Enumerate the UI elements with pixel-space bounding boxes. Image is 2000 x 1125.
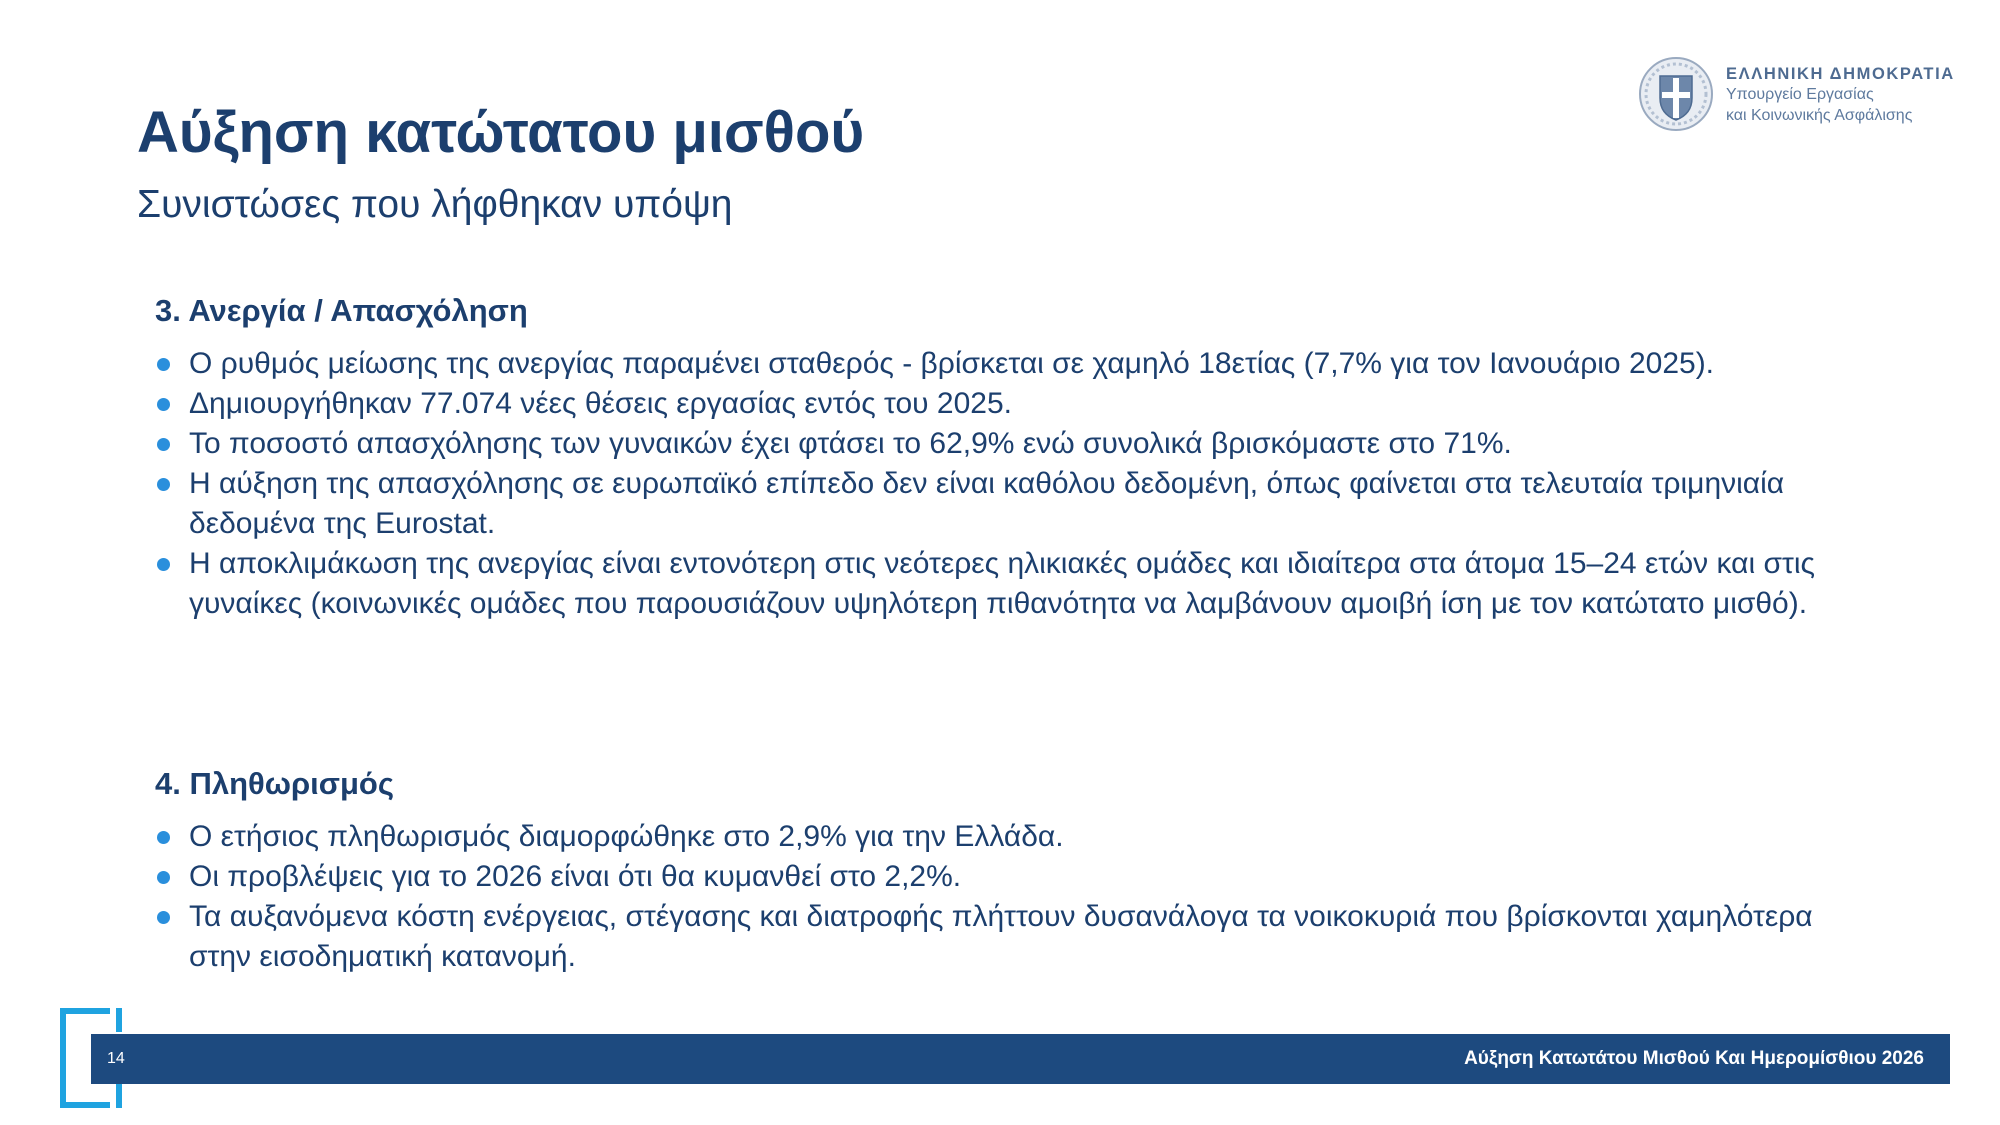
- slide-title: Αύξηση κατώτατου μισθού: [137, 100, 865, 165]
- list-item: [155, 464, 1835, 544]
- bullet-dot-icon: [157, 558, 170, 571]
- list-item-text: Ο ρυθμός μείωσης της ανεργίας παραμένει σταθερός - βρίσκεται σε χαμηλό 18ετίας (7,7% για τον Ιανουάριο 2025).: [189, 347, 1715, 380]
- list-item-text: Τα αυξανόμενα κόστη ενέργειας, στέγασης και διατροφής πλήττουν δυσανάλογα τα νοικοκυριά που βρίσκονται χαμηλότερα στην εισοδηματική κατανομή.: [189, 900, 1813, 973]
- bullet-dot-icon: [157, 438, 170, 451]
- greek-coat-of-arms-icon: [1638, 56, 1714, 132]
- page-number: 14: [107, 1050, 125, 1067]
- bullet-dot-icon: [157, 871, 170, 884]
- logo-republic-name: ΕΛΛΗΝΙΚΗ ΔΗΜΟΚΡΑΤΙΑ: [1726, 65, 1955, 83]
- bullet-dot-icon: [157, 478, 170, 491]
- bullet-list: [155, 344, 1835, 624]
- list-item-text: Η αποκλιμάκωση της ανεργίας είναι εντονότερη στις νεότερες ηλικιακές ομάδες και ιδιαίτερα στα άτομα 15–24 ετών και στις γυναίκες (κοινωνικές ομάδες που παρουσιάζουν υψηλότερη πιθανότητα να λαμβάνουν αμοιβή ίση με τον κατώτατο μισθό).: [189, 547, 1815, 620]
- list-item-text: Δημιουργήθηκαν 77.074 νέες θέσεις εργασίας εντός του 2025.: [189, 387, 1012, 420]
- bullet-list: [155, 817, 1835, 977]
- section-heading: 4. Πληθωρισμός: [155, 766, 394, 801]
- section-heading: 3. Ανεργία / Απασχόληση: [155, 293, 528, 328]
- list-item: [155, 344, 1835, 384]
- list-item: [155, 544, 1835, 624]
- decorative-bracket-cap: [116, 1084, 122, 1108]
- list-item: [155, 424, 1835, 464]
- bullet-dot-icon: [157, 358, 170, 371]
- bullet-dot-icon: [157, 911, 170, 924]
- logo-ministry-line2: και Κοινωνικής Ασφάλισης: [1726, 107, 1913, 124]
- bullet-dot-icon: [157, 831, 170, 844]
- list-item: [155, 384, 1835, 424]
- section-inflation: [155, 763, 1835, 977]
- list-item: [155, 817, 1835, 857]
- list-item-text: Οι προβλέψεις για το 2026 είναι ότι θα κυμανθεί στο 2,2%.: [189, 860, 962, 893]
- decorative-bracket-cap: [116, 1008, 122, 1032]
- list-item-text: Το ποσοστό απασχόλησης των γυναικών έχει φτάσει το 62,9% ενώ συνολικά βρισκόμαστε στο 71%.: [189, 427, 1512, 460]
- footer-title: Αύξηση Κατωτάτου Μισθού Και Ημερομίσθιου 2026: [1464, 1048, 1924, 1069]
- ministry-logo: [1638, 56, 1978, 134]
- slide-subtitle: Συνιστώσες που λήφθηκαν υπόψη: [137, 183, 733, 226]
- section-unemployment: [155, 290, 1835, 624]
- list-item-text: Η αύξηση της απασχόλησης σε ευρωπαϊκό επίπεδο δεν είναι καθόλου δεδομένη, όπως φαίνεται στα τελευταία τριμηνιαία δεδομένα της Eurostat.: [189, 467, 1785, 540]
- footer-bar: [91, 1034, 1950, 1084]
- bullet-dot-icon: [157, 398, 170, 411]
- list-item: [155, 897, 1835, 977]
- logo-ministry-line1: Υπουργείο Εργασίας: [1726, 86, 1874, 103]
- list-item-text: Ο ετήσιος πληθωρισμός διαμορφώθηκε στο 2,9% για την Ελλάδα.: [189, 820, 1064, 853]
- list-item: [155, 857, 1835, 897]
